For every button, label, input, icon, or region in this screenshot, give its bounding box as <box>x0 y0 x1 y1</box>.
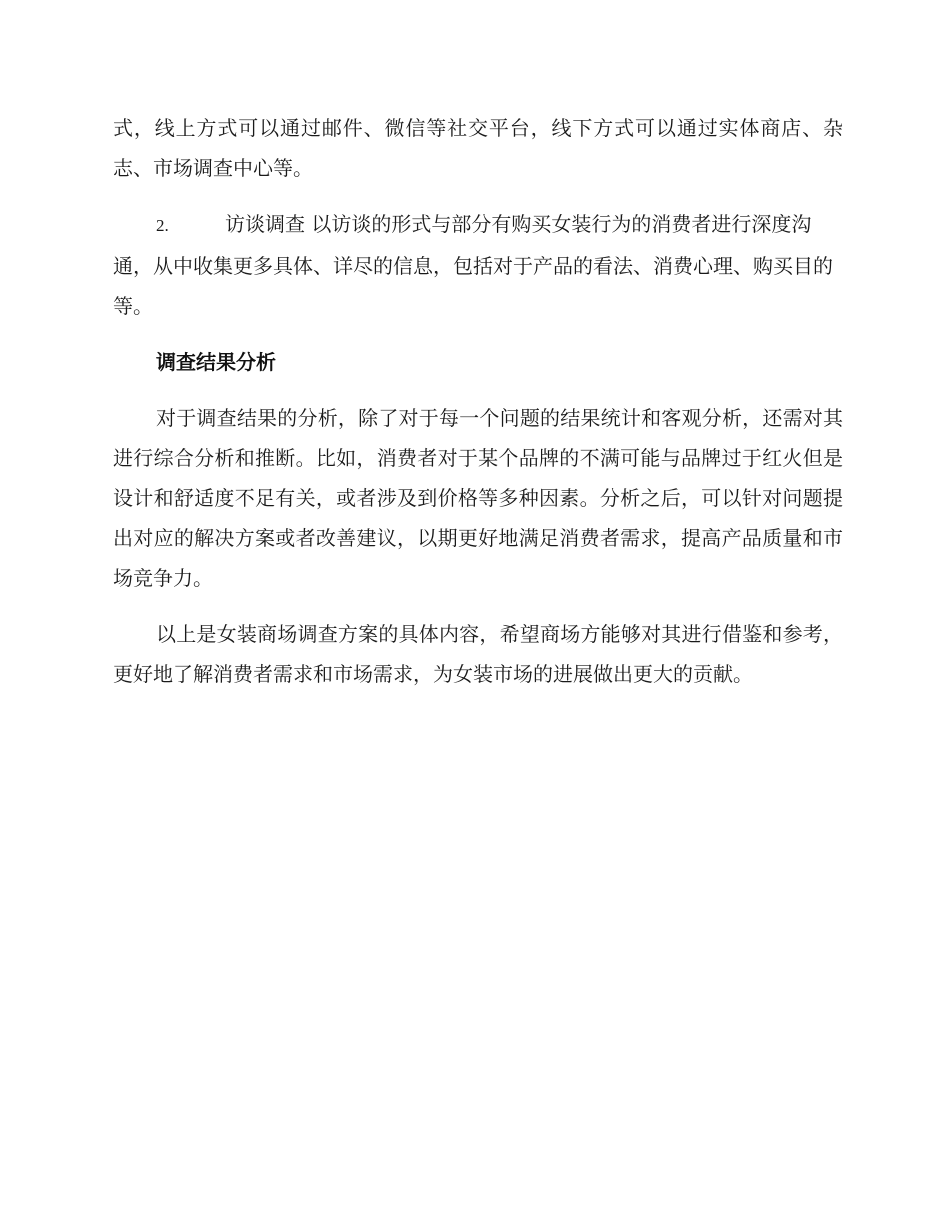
paragraph-continuation: 式，线上方式可以通过邮件、微信等社交平台，线下方式可以通过实体商店、杂志、市场调查中心等。 <box>113 116 843 180</box>
list-item-interview <box>113 204 843 326</box>
section-heading: 调查结果分析 <box>156 350 276 374</box>
list-item-text: 访谈调查 以访谈的形式与部分有购买女装行为的消费者进行深度沟通，从中收集更多具体、详尽的信息，包括对于产品的看法、消费心理、购买目的等。 <box>113 212 833 318</box>
paragraph-spacer <box>113 598 843 614</box>
paragraph-spacer <box>113 382 843 398</box>
paragraph-spacer <box>113 326 843 342</box>
paragraph-analysis: 对于调查结果的分析，除了对于每一个问题的结果统计和客观分析，还需对其进行综合分析和推断。比如，消费者对于某个品牌的不满可能与品牌过于红火但是设计和舒适度不足有关，或者涉及到价格等多种因素。分析之后，可以针对问题提出对应的解决方案或者改善建议，以期更好地满足消费者需求，提高产品质量和市场竞争力。 <box>113 406 843 590</box>
paragraph-spacer <box>113 188 843 204</box>
document-body <box>113 108 843 694</box>
list-number: 2. <box>156 216 169 235</box>
paragraph-conclusion: 以上是女装商场调查方案的具体内容，希望商场方能够对其进行借鉴和参考，更好地了解消费者需求和市场需求，为女装市场的进展做出更大的贡献。 <box>113 622 843 686</box>
